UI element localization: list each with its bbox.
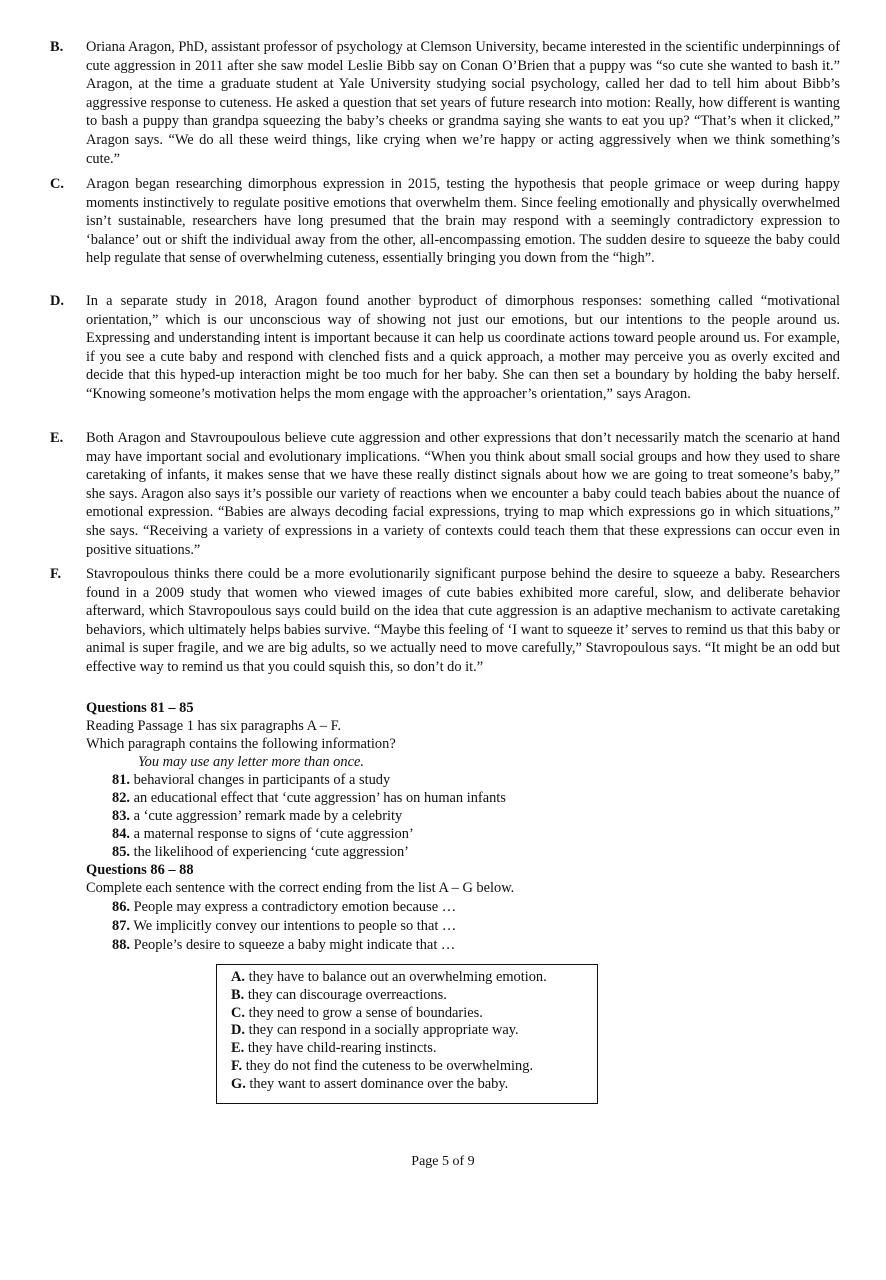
ending-option (231, 1040, 597, 1058)
question-item (112, 899, 456, 917)
question-text: a maternal response to signs of ‘cute aggression’ (133, 826, 414, 842)
question-item (112, 790, 506, 808)
paragraph-text: Aragon began researching dimorphous expression in 2015, testing the hypothesis that people grimace or weep during happy moments instinctively to regulate positive emotions that overwhelm them. Since feeling emotionally and physically overwhelmed isn’t sustainable, researchers have long presumed that the brain may respond with a seemingly contradictory expression to ‘balance’ out or shift the individual away from the other, all-encompassing emotion. The sudden desire to squeeze the baby could help regulate that sense of overwhelming cuteness, essentially bringing you down from the “high”. (86, 176, 840, 267)
ending-letter: D. (231, 1022, 245, 1039)
ending-option (231, 987, 597, 1005)
paragraph-text: Oriana Aragon, PhD, assistant professor of psychology at Clemson University, became interested in the scientific underpinnings of cute aggression in 2011 after she saw model Leslie Bibb say on Conan O’Brien that a puppy was “so cute she wanted to bash it.” Aragon, at the time a graduate student at Yale University studying social psychology, called her dad to tell him about Bibb’s aggressive response to cuteness. He asked a question that set years of future research into motion: Really, how different is wanting to bash a puppy than grandpa squeezing the baby’s cheeks or grandma saying she wants to eat you up? “That’s when it clicked,” Aragon says. “We do all these weird things, like crying when we’re happy or acting aggressively when we think something’s cute.” (86, 39, 840, 167)
paragraph-d (50, 292, 840, 404)
paragraph-letter: D. (50, 293, 64, 309)
question-item (112, 918, 456, 936)
question-number: 86. (112, 899, 130, 915)
questions-86-88-heading: Questions 86 – 88 (86, 862, 194, 878)
ending-text: they have child-rearing instincts. (247, 1040, 437, 1057)
ending-text: they can respond in a socially appropriate way. (248, 1022, 519, 1039)
question-item (112, 772, 390, 790)
questions-86-88-intro: Complete each sentence with the correct ending from the list A – G below. (86, 880, 515, 896)
paragraph-letter: F. (50, 566, 62, 582)
question-text: a ‘cute aggression’ remark made by a celebrity (133, 808, 403, 824)
question-number: 83. (112, 808, 130, 824)
ending-letter: E. (231, 1040, 245, 1057)
ending-text: they need to grow a sense of boundaries. (248, 1004, 483, 1021)
ending-option (231, 1058, 597, 1076)
ending-letter: G. (231, 1075, 246, 1092)
questions-81-85-intro: Reading Passage 1 has six paragraphs A – F. (86, 718, 342, 734)
questions-81-85-heading: Questions 81 – 85 (86, 700, 194, 716)
question-item (112, 808, 402, 826)
ending-letter: A. (231, 969, 245, 985)
question-text: We implicitly convey our intentions to people so that … (133, 918, 457, 934)
paragraph-letter: B. (50, 39, 64, 55)
ending-text: they want to assert dominance over the baby. (249, 1075, 509, 1092)
ending-letter: B. (231, 986, 245, 1003)
ending-text: they can discourage overreactions. (247, 986, 447, 1003)
ending-option (231, 1022, 597, 1040)
ending-letter: C. (231, 1004, 245, 1021)
question-text: an educational effect that ‘cute aggression’ has on human infants (133, 790, 506, 806)
question-item (112, 826, 414, 844)
ending-text: they do not find the cuteness to be overwhelming. (245, 1057, 534, 1074)
question-text: People’s desire to squeeze a baby might indicate that … (133, 937, 456, 953)
endings-box (216, 964, 598, 1104)
ending-option (231, 1005, 597, 1023)
question-number: 87. (112, 918, 130, 934)
questions-81-85-instruction: Which paragraph contains the following information? (86, 736, 396, 752)
paragraph-text: Stavropoulous thinks there could be a more evolutionarily significant purpose behind the desire to squeeze a baby. Researchers found in a 2009 study that women who viewed images of cute babies exhibited more careful, slow, and deliberate behavior afterward, which Stavropoulous says could build on the idea that cute aggression is an adaptive mechanism to activate caretaking behaviors, which ultimately helps babies survive. “Maybe this feeling of ‘I want to squeeze it’ serves to remind us that this baby or animal is super fragile, and we are big adults, so we actually need to move carefully,” Stavropoulous says. “It might be an odd but effective way to remind us that you could squish this, so don’t do it.” (86, 566, 840, 675)
ending-letter: F. (231, 1057, 243, 1074)
question-number: 82. (112, 790, 130, 806)
paragraph-f (50, 565, 840, 677)
paragraph-e (50, 429, 840, 559)
paragraph-b (50, 38, 840, 168)
question-number: 85. (112, 844, 130, 860)
paragraph-c (50, 175, 840, 268)
paragraph-letter: E. (50, 430, 64, 446)
question-text: behavioral changes in participants of a study (133, 772, 391, 788)
question-number: 84. (112, 826, 130, 842)
paragraph-letter: C. (50, 176, 64, 192)
paragraph-text: Both Aragon and Stavroupoulous believe cute aggression and other expressions that don’t necessarily match the scenario at hand may have important social and evolutionary implications. “When you think about small social groups and how they used to share caretaking of infants, it makes sense that we have these really distinct signals about how we are going to treat someone’s baby,” she says. Aragon also says it’s possible our variety of reactions when we encounter a baby could teach babies about the nuance of emotional expression. “Babies are always decoding facial expressions, trying to map which expressions go in which situations,” she says. “Receiving a variety of expressions in a variety of contexts could teach them that these expressions can occur even in positive situations.” (86, 430, 840, 558)
ending-text: they have to balance out an overwhelming emotion. (248, 969, 547, 985)
paragraph-text: In a separate study in 2018, Aragon found another byproduct of dimorphous responses: something called “motivational orientation,” which is our unconscious way of showing not just our emotions, but our intentions to the people around us. Expressing and understanding intent is important because it can help us coordinate actions toward people around us. For example, if you see a cute baby and respond with clenched fists and a quick approach, a mother may perceive you as overly excited and decide that this hyped-up interaction might be too much for her baby. She can then set a boundary by holding the baby herself. “Knowing someone’s motivation helps the mom engage with the approacher’s orientation,” says Aragon. (86, 293, 840, 402)
page-number: Page 5 of 9 (411, 1154, 475, 1169)
ending-option (231, 969, 597, 987)
question-text: People may express a contradictory emotion because … (133, 899, 457, 915)
question-item (112, 937, 455, 955)
question-item (112, 844, 409, 862)
questions-81-85-note: You may use any letter more than once. (138, 754, 364, 770)
question-number: 81. (112, 772, 130, 788)
ending-option (231, 1076, 597, 1094)
question-number: 88. (112, 937, 130, 953)
question-text: the likelihood of experiencing ‘cute aggression’ (133, 844, 409, 860)
